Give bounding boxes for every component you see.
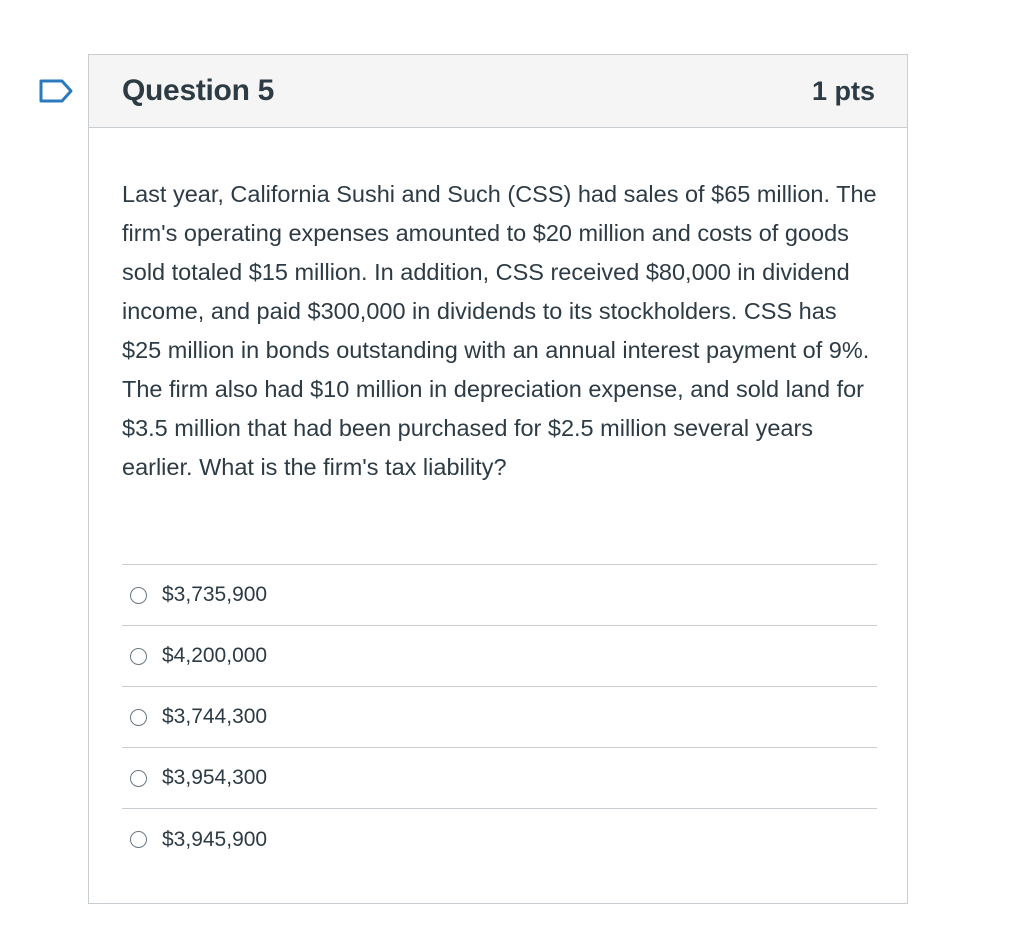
question-card xyxy=(88,54,908,904)
answer-label[interactable]: $3,945,900 xyxy=(162,827,268,851)
answer-option[interactable] xyxy=(122,687,877,748)
question-text: Last year, California Sushi and Such (CSS) had sales of $65 million. The firm's operating expenses amounted to $20 million and costs of goods sold totaled $15 million. In addition, CSS received $80,000 in dividend income, and paid $300,000 in dividends to its stockholders. CSS has $25 million in bonds outstanding with an annual interest payment of 9%. The firm also had $10 million in depreciation expense, and sold land for $3.5 million that had been purchased for $2.5 million several years earlier. What is the firm's tax liability? xyxy=(122,181,877,480)
answer-label[interactable]: $4,200,000 xyxy=(162,644,268,667)
radio-button[interactable] xyxy=(130,587,147,604)
radio-button[interactable] xyxy=(130,770,147,787)
radio-button[interactable] xyxy=(130,648,147,665)
answer-option[interactable] xyxy=(122,809,877,870)
radio-button[interactable] xyxy=(130,709,147,726)
answer-option[interactable] xyxy=(122,626,877,687)
answer-list xyxy=(122,564,877,870)
answer-label[interactable]: $3,735,900 xyxy=(162,583,268,606)
question-header xyxy=(89,55,907,128)
question-points: 1 pts xyxy=(811,75,875,106)
flag-question-icon[interactable] xyxy=(38,78,74,104)
answer-option[interactable] xyxy=(122,565,877,626)
answer-option[interactable] xyxy=(122,748,877,809)
answer-label[interactable]: $3,954,300 xyxy=(162,766,268,789)
question-title: Question 5 xyxy=(122,74,275,107)
answer-label[interactable]: $3,744,300 xyxy=(162,705,268,728)
radio-button[interactable] xyxy=(130,831,147,848)
